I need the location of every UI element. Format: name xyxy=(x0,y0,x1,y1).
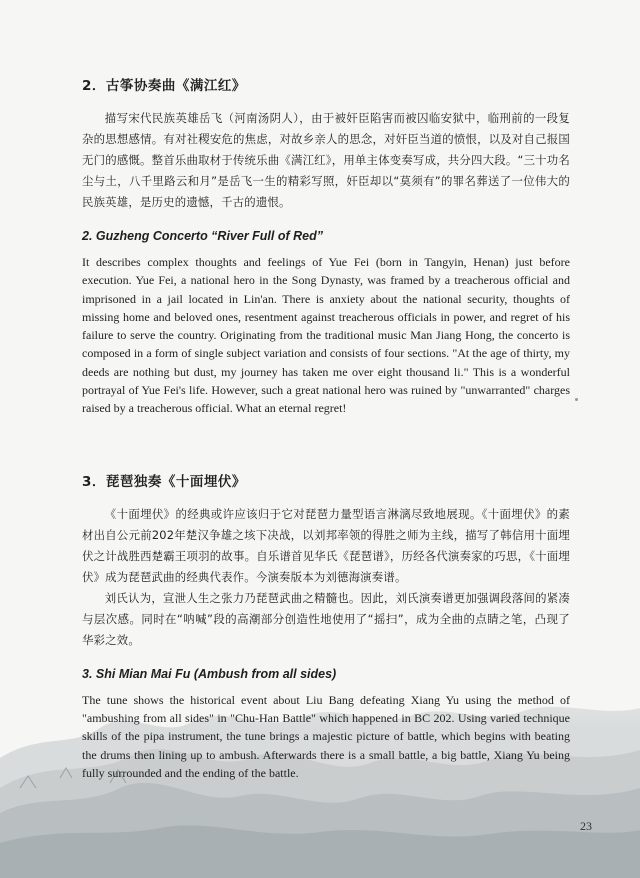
section-2-chinese-paragraph: 描写宋代民族英雄岳飞（河南汤阴人），由于被奸臣陷害而被囚临安狱中，临刑前的一段复杂的思想感情。有对社稷安危的焦虑，对故乡亲人的思念，对奸臣当道的愤恨，以及对自己报国无门的感慨。整首乐曲取材于传统乐曲《满江红》，用单主体变奏写成，共分四大段。“三十功名尘与土，八千里路云和月”是岳飞一生的精彩写照，奸臣却以“莫须有”的罪名葬送了一位伟大的民族英雄，是历史的遗憾，千古的遗恨。 xyxy=(82,111,570,209)
section-3-chinese-heading: 3．琵琶独奏《十面埋伏》 xyxy=(82,473,246,490)
section-2-english-paragraph: It describes complex thoughts and feelings of Yue Fei (born in Tangyin, Henan) just before execution. Yue Fei, a national hero in the Song Dynasty, was framed by a treacherous official and imprisoned in a jail located in Lin'an. There is anxiety about the national security, thoughts of missing home and beloved ones, resentment against treacherous officials in power, and regret of his failure to serve the country. Originating from the traditional music Man Jiang Hong, the concerto is composed in a form of single subject variation and consists of four sections. "At the age of thirty, my deeds are nothing but dust, my journey has taken me over eight thousand li." This is a wonderful portrayal of Yue Fei's life. However, such a great national hero was ruined by "unwarranted" charges raised by a treacherous official. What an eternal regret! xyxy=(82,255,570,416)
main-content xyxy=(82,76,570,782)
section-2-english-heading: 2. Guzheng Concerto “River Full of Red” xyxy=(82,229,323,243)
speck-mark xyxy=(575,398,578,401)
page-number: 23 xyxy=(580,819,592,833)
section-2-chinese-heading: 2．古筝协奏曲《满江红》 xyxy=(82,78,246,94)
section-3-chinese-paragraph-1: 《十面埋伏》的经典或许应该归于它对琵琶力量型语言淋漓尽致地展现。《十面埋伏》的素材出自公元前202年楚汉争雄之垓下决战，以刘邦率领的得胜之师为主线，描写了韩信用十面埋伏之计战胜西楚霸王项羽的故事。自乐谱首见华氏《琵琶谱》，历经各代演奏家的巧思，《十面埋伏》成为琵琶武曲的经典代表作。今演奏版本为刘德海演奏谱。 xyxy=(82,506,570,584)
section-3-english-paragraph: The tune shows the historical event about Liu Bang defeating Xiang Yu using the method of "ambushing from all sides" in "Chu-Han Battle" which happened in BC 202. Using varied technique skills of the pipa instrument, the tune brings a majestic picture of battle, which begins with beating the drums then lining up to ambush. Afterwards there is a small battle, a big battle, Xiang Yu being fully surrounded and the ending of the battle. xyxy=(82,692,570,780)
section-3-english-heading: 3. Shi Mian Mai Fu (Ambush from all sides) xyxy=(82,666,337,681)
section-3-chinese-paragraph-2: 刘氏认为，宣泄人生之张力乃琵琶武曲之精髓也。因此，刘氏演奏谱更加强调段落间的紧凑与层次感。同时在“呐喊”段的高潮部分创造性地使用了“摇扫”，成为全曲的点睛之笔，凸现了华彩之效。 xyxy=(82,590,570,647)
